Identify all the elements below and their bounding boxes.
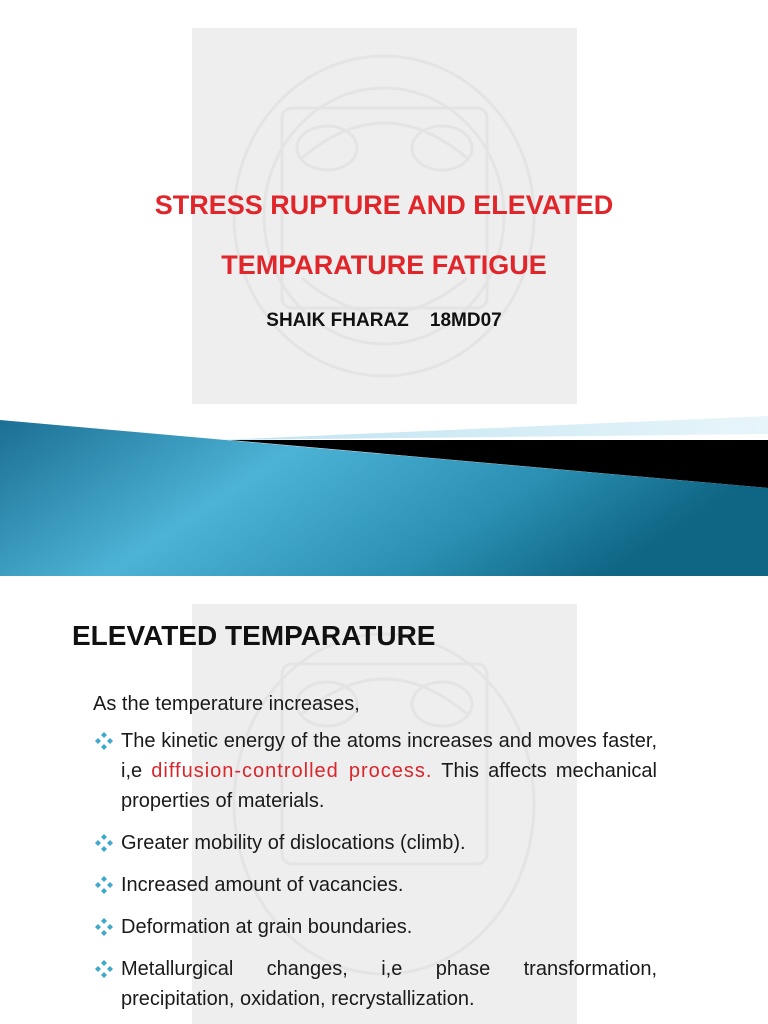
bullet-text: Deformation at grain boundaries. <box>121 916 413 938</box>
slide-title-line-1: STRESS RUPTURE AND ELEVATED <box>154 190 614 220</box>
intro-text: As the temperature increases, <box>93 693 360 715</box>
bullet-list <box>93 726 657 1024</box>
bullet-text-continued: This affects mechanical properties of materials. <box>121 760 657 812</box>
bullet-item <box>93 912 657 942</box>
slide-heading: ELEVATED TEMPARATURE <box>72 620 436 651</box>
author-and-id: SHAIK FHARAZ 18MD07 <box>266 310 502 331</box>
slide-title-line-2: TEMPARATURE FATIGUE <box>221 250 547 280</box>
four-diamond-bullet-icon <box>93 832 115 854</box>
four-diamond-bullet-icon <box>93 730 115 752</box>
bullet-item <box>93 726 657 816</box>
four-diamond-bullet-icon <box>93 874 115 896</box>
wave-banner-icon <box>0 400 768 576</box>
highlight-text: diffusion-controlled process. <box>151 760 433 782</box>
bullet-item <box>93 870 657 900</box>
decorative-banner <box>0 400 768 576</box>
bullet-text: Increased amount of vacancies. <box>121 874 404 896</box>
bullet-item <box>93 828 657 858</box>
four-diamond-bullet-icon <box>93 916 115 938</box>
bullet-text: Greater mobility of dislocations (climb). <box>121 832 466 854</box>
content-slide <box>0 576 768 1024</box>
bullet-text: Metallurgical changes, i,e phase transformation, precipitation, oxidation, recrystallization. <box>121 958 657 1010</box>
bullet-item <box>93 954 657 1014</box>
four-diamond-bullet-icon <box>93 958 115 980</box>
bullet-text: The kinetic energy of the atoms increases and moves faster, i,e <box>121 730 657 782</box>
